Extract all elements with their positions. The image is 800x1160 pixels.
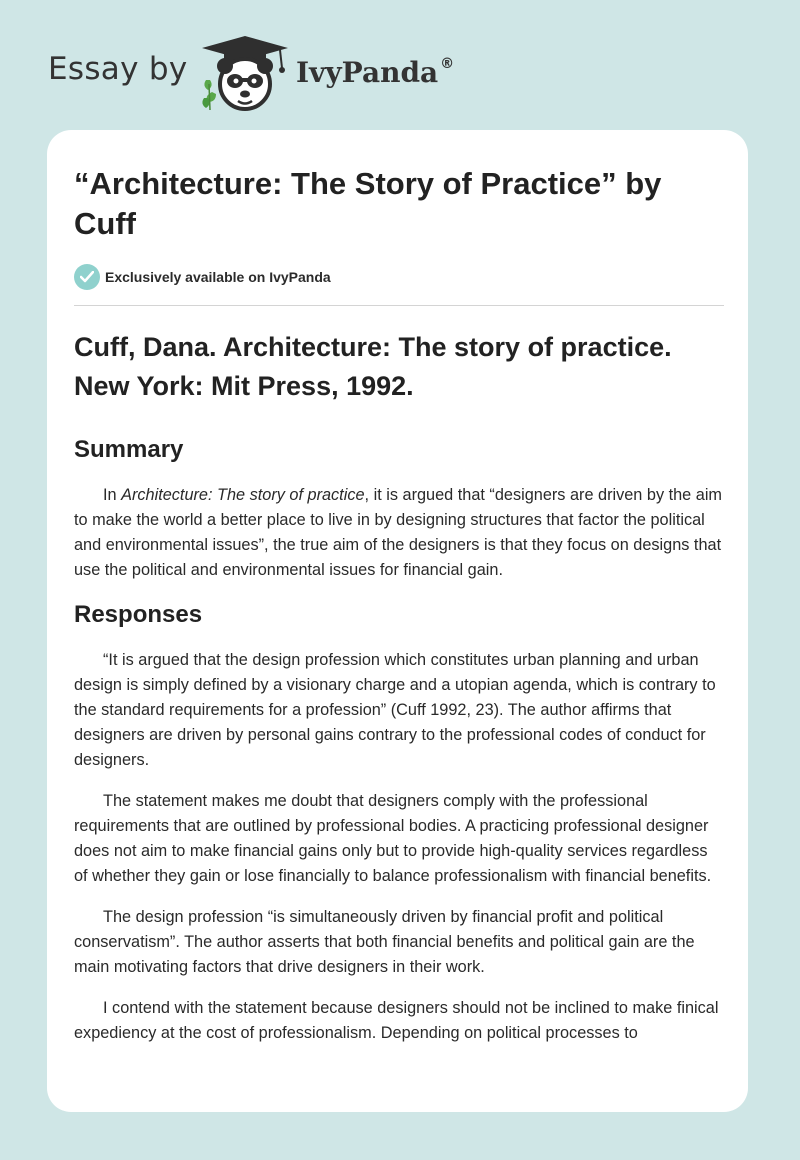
site-header: [48, 34, 188, 114]
summary-intro: In: [103, 486, 122, 504]
registered-mark: ®: [440, 56, 455, 72]
page-title: “Architecture: The Story of Practice” by Cuff: [74, 166, 662, 241]
summary-paragraph: [74, 483, 724, 583]
response-paragraph: The statement makes me doubt that designers comply with the professional requirements that are outlined by professional bodies. A practicing professional designer does not aim to make financial gains only but to provide high-quality services regardless of whether they gain or lose financially to balance professionalism with financial benefits.: [74, 792, 712, 885]
checkmark-icon: [74, 264, 100, 290]
exclusive-label: Exclusively available on IvyPanda: [105, 269, 331, 285]
brand-text: IvyPanda: [296, 56, 439, 89]
ivypanda-logo-icon[interactable]: [200, 34, 290, 114]
essay-content: [74, 130, 724, 1046]
brand-name[interactable]: [296, 56, 454, 89]
responses-heading: Responses: [74, 601, 203, 628]
book-title: Architecture: The story of practice: [121, 486, 365, 504]
reference-heading: Cuff, Dana. Architecture: The story of practice. New York: Mit Press, 1992.: [74, 332, 672, 401]
response-paragraph: “It is argued that the design profession which constitutes urban planning and urban design is simply defined by a visionary charge and a utopian agenda, which is contrary to the standard requirements for a profession” (Cuff 1992, 23). The author affirms that designers are driven by personal gains contrary to the professional codes of conduct for designers.: [74, 651, 716, 769]
divider: [74, 305, 724, 306]
summary-heading: Summary: [74, 436, 184, 463]
exclusive-badge: [74, 263, 724, 291]
response-paragraph: The design profession “is simultaneously driven by financial profit and political conservatism”. The author asserts that both financial benefits and political gain are the main motivating factors that drive designers in their work.: [74, 908, 695, 976]
essay-card: [47, 130, 748, 1112]
summary-rest: , it is argued that “designers are driven by the aim to make the world a better place to live in by designing structures that factor the political and environmental issues”, the true aim of the designers is that they focus on designs that use the political and environmental issues for financial gain.: [74, 486, 722, 579]
essay-by-label: Essay by: [48, 51, 188, 87]
response-paragraph: I contend with the statement because designers should not be inclined to make finical expediency at the cost of professionalism. Depending on political processes to: [74, 999, 719, 1042]
